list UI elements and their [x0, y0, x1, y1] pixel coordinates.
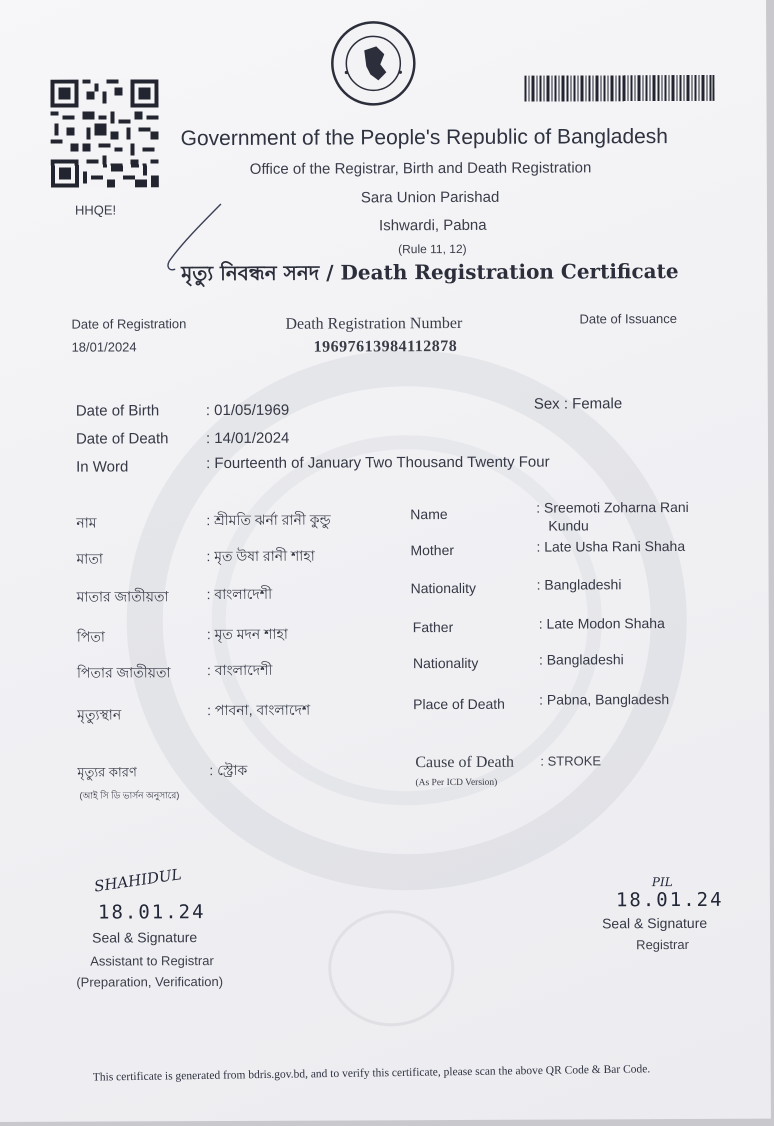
faded-stamp [328, 910, 455, 1027]
place-of-death-bn-value: : পাবনা, বাংলাদেশ [207, 701, 311, 719]
registration-number-label: Death Registration Number [285, 314, 463, 333]
qr-code-text: HHQE! [74, 202, 117, 218]
dod-label: Date of Death [75, 430, 169, 448]
father-en-label: Father [412, 619, 454, 636]
cause-en-label: Cause of Death [415, 753, 515, 772]
father-nationality-bn-value: : বাংলাদেশী [206, 661, 273, 679]
mother-nationality-bn-label: মাতার জাতীয়তা [76, 588, 169, 605]
name-bn-label: নাম [76, 514, 97, 531]
father-en-value: : Late Modon Shaha [538, 615, 665, 632]
assistant-signature: SHAHIDUL [93, 865, 183, 896]
name-bn-value: : শ্রীমতি ঝর্না রানী কুন্ডু [206, 511, 331, 529]
in-word-value: : Fourteenth of January Two Thousand Twenty Four [206, 453, 550, 473]
qr-code-icon[interactable] [50, 79, 158, 187]
assistant-role-detail: (Preparation, Verification) [76, 974, 224, 990]
mother-nationality-en-value: : Bangladeshi [536, 576, 622, 593]
cause-bn-value: : স্ট্রোক [209, 761, 248, 779]
father-bn-label: পিতা [76, 628, 105, 645]
dod-value: : 14/01/2024 [205, 429, 290, 448]
mother-bn-label: মাতা [76, 550, 103, 567]
name-en-value-line2: Kundu [548, 517, 589, 534]
dob-value: : 01/05/1969 [205, 401, 290, 420]
registrar-seal-label: Seal & Signature [602, 914, 708, 932]
cause-bn-label: মৃত্যুর কারণ [77, 764, 137, 780]
assistant-role: Assistant to Registrar [90, 953, 214, 969]
location: Ishwardi, Pabna [378, 216, 487, 235]
registration-date-value: 18/01/2024 [71, 339, 137, 355]
mother-en-value: : Late Usha Rani Shaha [536, 537, 686, 555]
mother-bn-value: : মৃত উষা রানী শাহা [206, 547, 315, 565]
assistant-sign-date: 18.01.24 [97, 901, 206, 924]
mother-nationality-en-label: Nationality [410, 579, 477, 597]
office-name: Office of the Registrar, Birth and Death Registration [249, 159, 592, 178]
union-name: Sara Union Parishad [360, 188, 500, 207]
registration-date-label: Date of Registration [71, 316, 187, 332]
dob-label: Date of Birth [75, 402, 160, 420]
issuance-date-label: Date of Issuance [579, 311, 678, 327]
registrar-signature: PIL [651, 875, 673, 890]
assistant-seal-label: Seal & Signature [92, 929, 198, 946]
cause-en-note: (As Per ICD Version) [415, 777, 498, 789]
father-bn-value: : মৃত মদন শাহা [206, 625, 288, 643]
footer-note: This certificate is generated from bdris.gov.bd, and to verify this certificate, please scan the above QR Code & Bar Code. [92, 1063, 651, 1084]
place-of-death-bn-label: মৃত্যুস্থান [77, 706, 122, 723]
cause-en-value: : STROKE [540, 753, 602, 769]
registrar-sign-date: 18.01.24 [615, 888, 724, 912]
in-word-label: In Word [76, 458, 129, 476]
barcode-icon[interactable] [524, 75, 714, 102]
cause-bn-note: (আই সি ডি ভার্সন অনুসারে) [79, 790, 180, 801]
father-nationality-en-value: : Bangladeshi [538, 651, 624, 668]
name-en-value: : Sreemoti Zoharna Rani [536, 498, 689, 516]
government-title: Government of the People's Republic of Bangladesh [180, 125, 669, 151]
sex-value: Sex : Female [533, 395, 623, 413]
registrar-role: Registrar [636, 936, 689, 953]
bangladesh-government-emblem-icon [330, 20, 416, 106]
registration-number-value: 19697613984112878 [313, 337, 458, 356]
certificate-title: মৃত্যু নিবন্ধন সনদ / Death Registration Certificate [181, 259, 679, 286]
mother-en-label: Mother [410, 541, 455, 559]
place-of-death-en-value: : Pabna, Bangladesh [539, 691, 670, 708]
place-of-death-en-label: Place of Death [413, 695, 505, 713]
father-nationality-bn-label: পিতার জাতীয়তা [76, 664, 171, 681]
name-en-label: Name [410, 506, 448, 523]
rule-reference: (Rule 11, 12) [398, 241, 467, 257]
father-nationality-en-label: Nationality [412, 654, 479, 672]
mother-nationality-bn-value: : বাংলাদেশী [206, 585, 273, 603]
